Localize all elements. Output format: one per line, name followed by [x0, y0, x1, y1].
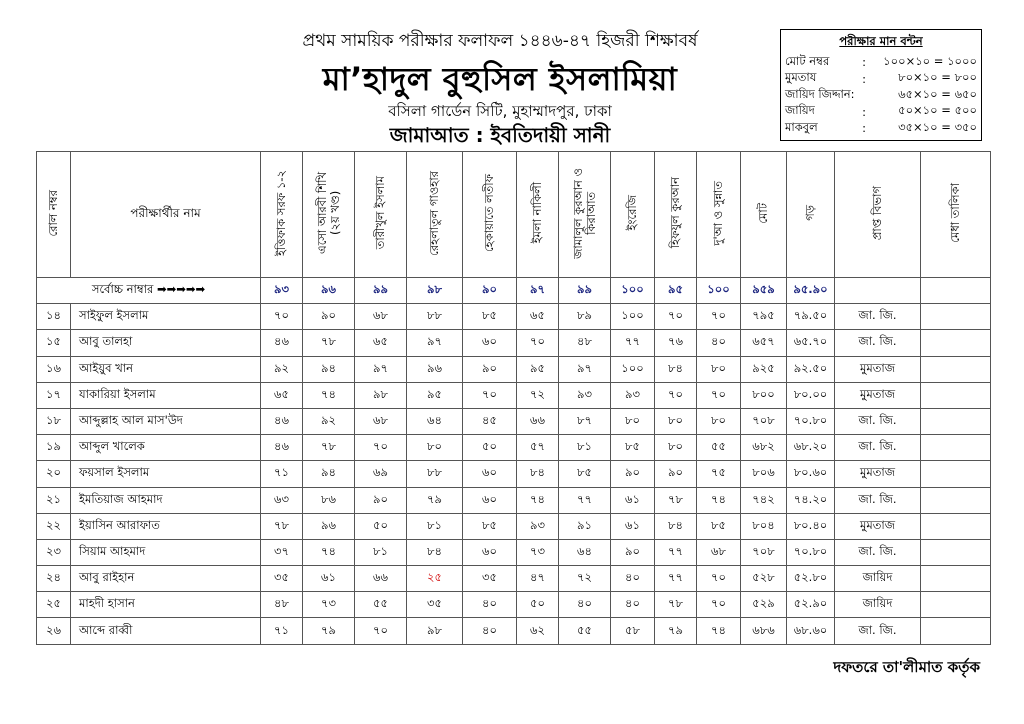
mark-cell: ৯৮	[355, 382, 407, 408]
mark-cell: ৬৮	[697, 539, 741, 565]
grade-formula: ৮০×১০ = ৮০০	[898, 70, 977, 85]
mark-cell: ৬৪	[407, 408, 463, 434]
column-header	[355, 152, 407, 278]
roll-cell: ১৪	[37, 304, 71, 330]
merit-cell	[921, 461, 991, 487]
division-cell: জা. জি.	[835, 539, 921, 565]
column-header	[611, 152, 655, 278]
grade-row	[781, 54, 981, 71]
highest-mark-cell: ৯৮	[407, 278, 463, 304]
mark-cell: ৪৮	[559, 330, 611, 356]
total-cell: ৫২৮	[741, 566, 787, 592]
highest-mark-cell	[835, 278, 921, 304]
average-cell: ৬৮.২০	[787, 435, 835, 461]
mark-cell: ৫৮	[611, 618, 655, 644]
mark-cell: ৬৪	[559, 539, 611, 565]
average-cell: ৫২.৯০	[787, 592, 835, 618]
division-cell: জা. জি.	[835, 304, 921, 330]
mark-cell: ৭৯	[303, 618, 355, 644]
mark-cell: ৭৭	[611, 330, 655, 356]
grade-row	[781, 120, 981, 137]
column-header-label: রোল নম্বর	[46, 189, 60, 237]
mark-cell: ৮০	[611, 408, 655, 434]
roll-cell: ২৬	[37, 618, 71, 644]
roll-cell: ২৫	[37, 592, 71, 618]
mark-cell: ৭০	[655, 382, 697, 408]
mark-cell: ৮৫	[611, 435, 655, 461]
mark-cell: ৯৫	[517, 356, 559, 382]
mark-cell: ৯০	[611, 461, 655, 487]
mark-cell: ৫৫	[355, 592, 407, 618]
merit-cell	[921, 487, 991, 513]
mark-cell: ৪০	[611, 592, 655, 618]
grade-formula: ৬৫×১০ = ৬৫০	[898, 86, 977, 101]
table-row	[37, 513, 991, 539]
mark-cell: ৯৩	[559, 382, 611, 408]
mark-cell: ৭২	[517, 382, 559, 408]
mark-cell: ৯০	[611, 539, 655, 565]
mark-cell: ৭০	[697, 304, 741, 330]
mark-cell: ৮৬	[303, 487, 355, 513]
mark-cell: ৮৪	[655, 356, 697, 382]
mark-cell: ৭৯	[655, 618, 697, 644]
student-name-cell: ইমতিয়াজ আহমাদ	[71, 487, 261, 513]
roll-cell: ১৯	[37, 435, 71, 461]
mark-cell: ৮০	[655, 435, 697, 461]
student-name-cell: যাকারিয়া ইসলাম	[71, 382, 261, 408]
mark-cell: ৪৬	[261, 408, 303, 434]
column-header-label: ইংরেজি	[625, 195, 639, 231]
total-cell: ৭৯৫	[741, 304, 787, 330]
division-cell: জা. জি.	[835, 487, 921, 513]
average-cell: ৬৮.৬০	[787, 618, 835, 644]
column-header-label: প্রাপ্ত বিভাগ	[870, 185, 884, 241]
mark-cell: ৭৭	[559, 487, 611, 513]
roll-cell: ১৬	[37, 356, 71, 382]
average-cell: ৮০.০০	[787, 382, 835, 408]
merit-cell	[921, 356, 991, 382]
total-cell: ৭০৮	[741, 539, 787, 565]
mark-cell: ৭৪	[517, 487, 559, 513]
mark-cell: ৮৫	[463, 304, 517, 330]
highest-mark-cell: ১০০	[611, 278, 655, 304]
mark-cell: ৭৫	[697, 461, 741, 487]
mark-cell: ৪০	[463, 618, 517, 644]
mark-cell: ৬১	[611, 487, 655, 513]
mark-cell: ৮৯	[559, 304, 611, 330]
table-row	[37, 408, 991, 434]
grade-box-title: পরীক্ষার মান বন্টন	[839, 34, 923, 48]
column-header-label: মেধা তালিকা	[948, 183, 962, 243]
division-cell: জা. জি.	[835, 618, 921, 644]
merit-cell	[921, 513, 991, 539]
mark-cell: ৭০	[463, 382, 517, 408]
table-row	[37, 382, 991, 408]
column-header	[407, 152, 463, 278]
highest-marks-label: সর্বোচ্চ নাম্বার ➡➡➡➡➡	[37, 278, 261, 304]
institution-address: বসিলা গার্ডেন সিটি, মুহাম্মাদপুর, ঢাকা	[388, 102, 612, 120]
student-name-cell: ইয়াসিন আরাফাত	[71, 513, 261, 539]
mark-cell: ৯২	[261, 356, 303, 382]
highest-mark-cell: ৯৫.৯০	[787, 278, 835, 304]
merit-cell	[921, 566, 991, 592]
mark-cell: ৬০	[463, 539, 517, 565]
highest-mark-cell: ১০০	[697, 278, 741, 304]
division-cell: জা. জি.	[835, 435, 921, 461]
division-cell: জায়িদ	[835, 592, 921, 618]
mark-cell: ৯০	[303, 304, 355, 330]
institution-name: মা’হাদুল বুহুসিল ইসলামিয়া	[322, 60, 678, 98]
mark-cell: ৮৪	[655, 513, 697, 539]
mark-cell: ৮৮	[407, 304, 463, 330]
highest-mark-cell	[921, 278, 991, 304]
mark-cell: ৮৮	[407, 461, 463, 487]
merit-cell	[921, 304, 991, 330]
roll-cell: ১৭	[37, 382, 71, 408]
mark-cell: ৮৪	[517, 461, 559, 487]
mark-cell: ৮১	[407, 513, 463, 539]
mark-cell: ৯৩	[611, 382, 655, 408]
table-row	[37, 304, 991, 330]
total-cell: ৯২৫	[741, 356, 787, 382]
mark-cell: ৭০	[355, 618, 407, 644]
student-name-cell: আব্দে রাব্বী	[71, 618, 261, 644]
grade-colon: :	[862, 121, 866, 136]
mark-cell: ৭০	[697, 592, 741, 618]
mark-cell: ৩৫	[407, 592, 463, 618]
mark-cell: ৯৩	[517, 513, 559, 539]
merit-cell	[921, 330, 991, 356]
mark-cell: ৫০	[517, 592, 559, 618]
result-table	[36, 151, 991, 645]
mark-cell: ৪৮	[261, 592, 303, 618]
division-cell: মুমতাজ	[835, 356, 921, 382]
mark-cell: ৯৫	[407, 382, 463, 408]
column-header-label: গড়	[803, 205, 817, 221]
mark-cell: ৯০	[355, 487, 407, 513]
roll-cell: ২৩	[37, 539, 71, 565]
total-cell: ৮০০	[741, 382, 787, 408]
column-header	[37, 152, 71, 278]
average-cell: ৫২.৮০	[787, 566, 835, 592]
grade-formula: ১০০×১০ = ১০০০	[883, 53, 977, 68]
mark-cell: ৪৬	[261, 435, 303, 461]
merit-cell	[921, 408, 991, 434]
mark-cell: ৬৬	[355, 566, 407, 592]
column-header-label: তারীখুল ইসলাম	[373, 176, 387, 250]
mark-cell: ৭০	[655, 304, 697, 330]
student-name-cell: আব্দুল খালেক	[71, 435, 261, 461]
mark-cell: ৭৬	[655, 330, 697, 356]
column-header	[835, 152, 921, 278]
student-name-cell: আইয়ুব খান	[71, 356, 261, 382]
grade-formula: ৩৫×১০ = ৩৫০	[898, 119, 977, 134]
mark-cell: ৮০	[697, 356, 741, 382]
mark-cell: ৪৫	[463, 408, 517, 434]
column-header	[261, 152, 303, 278]
mark-cell: ৭১	[261, 461, 303, 487]
mark-cell: ৬০	[463, 461, 517, 487]
mark-cell: ৮৫	[559, 461, 611, 487]
mark-cell: ৭৮	[655, 487, 697, 513]
total-cell: ৭৪২	[741, 487, 787, 513]
mark-cell: ৩৫	[261, 566, 303, 592]
highest-mark-cell: ৯৬	[303, 278, 355, 304]
grade-row	[781, 71, 981, 88]
mark-cell: ৭০	[261, 304, 303, 330]
table-row	[37, 461, 991, 487]
mark-cell: ১০০	[611, 356, 655, 382]
column-header-label: হেকায়াতে লতীফ	[482, 174, 496, 252]
average-cell: ৮০.৪০	[787, 513, 835, 539]
merit-cell	[921, 382, 991, 408]
mark-cell: ৮০	[407, 435, 463, 461]
highest-mark-cell: ৯৫৯	[741, 278, 787, 304]
mark-cell: ৪০	[559, 592, 611, 618]
grade-name: মোট নম্বর	[785, 53, 830, 68]
total-cell: ৬৮২	[741, 435, 787, 461]
mark-cell: ৭৪	[303, 382, 355, 408]
grade-name: জায়িদ	[785, 103, 815, 118]
merit-cell	[921, 618, 991, 644]
table-row	[37, 356, 991, 382]
mark-cell: ৫৭	[517, 435, 559, 461]
grade-row	[781, 104, 981, 121]
mark-cell: ৭৮	[303, 435, 355, 461]
column-header	[303, 152, 355, 278]
mark-cell: ৬৫	[261, 382, 303, 408]
column-header	[559, 152, 611, 278]
student-name-cell: আব্দুল্লাহ আল মাস'উদ	[71, 408, 261, 434]
table-row	[37, 487, 991, 513]
grade-name: জায়িদ জিদ্দান:	[785, 86, 855, 101]
mark-cell: ৭৮	[303, 330, 355, 356]
column-header	[517, 152, 559, 278]
mark-cell: ৯০	[463, 356, 517, 382]
mark-cell: ৯৬	[407, 356, 463, 382]
table-row	[37, 435, 991, 461]
average-cell: ৮০.৬০	[787, 461, 835, 487]
mark-cell: ৬৩	[261, 487, 303, 513]
merit-cell	[921, 592, 991, 618]
mark-cell: ৬১	[611, 513, 655, 539]
mark-cell: ৯১	[559, 513, 611, 539]
column-header	[655, 152, 697, 278]
table-row	[37, 592, 991, 618]
highest-mark-cell: ৯০	[463, 278, 517, 304]
average-cell: ৭৯.৫০	[787, 304, 835, 330]
mark-cell: ৫০	[463, 435, 517, 461]
mark-cell: ৭৩	[517, 539, 559, 565]
mark-cell: ৭০	[697, 382, 741, 408]
mark-cell: ৬৬	[517, 408, 559, 434]
mark-cell: ৩৫	[463, 566, 517, 592]
column-header-label: মোট	[756, 202, 770, 224]
student-name-cell: সিয়াম আহমাদ	[71, 539, 261, 565]
average-cell: ৭৪.২০	[787, 487, 835, 513]
student-name-cell: আবু তালহা	[71, 330, 261, 356]
column-header	[697, 152, 741, 278]
total-cell: ৫২৯	[741, 592, 787, 618]
mark-cell: ৬৯	[355, 461, 407, 487]
merit-cell	[921, 539, 991, 565]
average-cell: ৬৫.৭০	[787, 330, 835, 356]
total-cell: ৭০৮	[741, 408, 787, 434]
average-cell: ৭০.৮০	[787, 539, 835, 565]
mark-cell: ৬৮	[355, 304, 407, 330]
column-header	[741, 152, 787, 278]
roll-cell: ২০	[37, 461, 71, 487]
highest-marks-row	[37, 278, 991, 304]
roll-cell: ২১	[37, 487, 71, 513]
mark-cell: ৭৭	[655, 539, 697, 565]
mark-cell: ৪৭	[517, 566, 559, 592]
mark-cell: ৭১	[261, 618, 303, 644]
column-header: পরীক্ষার্থীর নাম	[71, 152, 261, 278]
table-header-row	[37, 152, 991, 278]
grade-formula: ৫০×১০ = ৫০০	[898, 103, 977, 118]
column-header	[787, 152, 835, 278]
column-header-label: এসো আরবী শিখি (২য় খণ্ড)	[314, 172, 342, 254]
mark-cell: ৭২	[559, 566, 611, 592]
division-cell: জা. জি.	[835, 408, 921, 434]
total-cell: ৬৫৭	[741, 330, 787, 356]
grade-distribution-box	[780, 29, 982, 141]
mark-cell: ৬৫	[355, 330, 407, 356]
mark-cell: ৮৫	[697, 513, 741, 539]
student-name-cell: মাহদী হাসান	[71, 592, 261, 618]
division-cell: জা. জি.	[835, 330, 921, 356]
student-name-cell: সাইফুল ইসলাম	[71, 304, 261, 330]
mark-cell: ৮৫	[463, 513, 517, 539]
mark-cell: ৬১	[303, 566, 355, 592]
column-header-label: ইত্তিফাক সরফ ১-২	[274, 169, 288, 256]
mark-cell: ৬৮	[355, 408, 407, 434]
division-cell: মুমতাজ	[835, 461, 921, 487]
grade-row	[781, 87, 981, 104]
mark-cell: ১০০	[611, 304, 655, 330]
average-cell: ৯২.৫০	[787, 356, 835, 382]
average-cell: ৭০.৮০	[787, 408, 835, 434]
class-name: জামাআত : ইবতিদায়ী সানী	[389, 123, 611, 147]
mark-cell: ৯৪	[303, 461, 355, 487]
mark-cell: ৭৭	[655, 566, 697, 592]
student-name-cell: আবু রাইহান	[71, 566, 261, 592]
mark-cell: ৯০	[655, 461, 697, 487]
mark-cell: ৯৬	[303, 513, 355, 539]
mark-cell: ৫৫	[697, 435, 741, 461]
exam-title-line: প্রথম সাময়িক পরীক্ষার ফলাফল ১৪৪৬-৪৭ হিজরী শিক্ষাবর্ষ	[302, 31, 698, 51]
mark-cell: ৪০	[697, 330, 741, 356]
column-header	[463, 152, 517, 278]
grade-colon: :	[862, 55, 866, 70]
mark-cell: ৭৮	[655, 592, 697, 618]
mark-cell: ৭৪	[303, 539, 355, 565]
mark-cell: ৪০	[463, 592, 517, 618]
mark-cell: ৮৭	[559, 408, 611, 434]
column-header-label: হিফযুল কুরআন	[668, 177, 682, 249]
roll-cell: ১৫	[37, 330, 71, 356]
mark-cell: ৪০	[611, 566, 655, 592]
mark-cell: ৯৭	[559, 356, 611, 382]
mark-cell: ৬৫	[517, 304, 559, 330]
mark-cell: ৭৩	[303, 592, 355, 618]
mark-cell: ৫৫	[559, 618, 611, 644]
column-header-label: দু'আ ও সুন্নাত	[711, 180, 725, 246]
mark-cell: ৯৪	[303, 356, 355, 382]
mark-cell: ৬০	[463, 330, 517, 356]
mark-cell: ৯২	[303, 408, 355, 434]
mark-cell: ৯৭	[407, 330, 463, 356]
mark-cell: ৮৪	[407, 539, 463, 565]
mark-cell: ৬২	[517, 618, 559, 644]
mark-cell: ৭০	[517, 330, 559, 356]
division-cell: জায়িদ	[835, 566, 921, 592]
total-cell: ৮০৪	[741, 513, 787, 539]
highest-mark-cell: ৯৫	[655, 278, 697, 304]
highest-mark-cell: ৯৯	[355, 278, 407, 304]
mark-cell: ২৫	[407, 566, 463, 592]
mark-cell: ৭৯	[407, 487, 463, 513]
grade-colon: :	[862, 71, 866, 86]
total-cell: ৬৮৬	[741, 618, 787, 644]
table-row	[37, 539, 991, 565]
roll-cell: ২৪	[37, 566, 71, 592]
table-row	[37, 566, 991, 592]
signature-line: দফতরে তা'লীমাত কর্তৃক	[833, 658, 980, 676]
student-name-cell: ফয়সাল ইসলাম	[71, 461, 261, 487]
mark-cell: ৭৪	[697, 487, 741, 513]
mark-cell: ৭০	[697, 566, 741, 592]
mark-cell: ৮১	[355, 539, 407, 565]
mark-cell: ৭৮	[261, 513, 303, 539]
mark-cell: ৩৭	[261, 539, 303, 565]
column-header	[921, 152, 991, 278]
division-cell: মুমতাজ	[835, 382, 921, 408]
grade-colon: :	[862, 104, 866, 119]
roll-cell: ১৮	[37, 408, 71, 434]
mark-cell: ৭৪	[697, 618, 741, 644]
total-cell: ৮০৬	[741, 461, 787, 487]
mark-cell: ৯৮	[407, 618, 463, 644]
mark-cell: ৯৭	[355, 356, 407, 382]
highest-mark-cell: ৯৯	[559, 278, 611, 304]
roll-cell: ২২	[37, 513, 71, 539]
column-header-label: রেহলাতুল গাওহার	[427, 170, 441, 256]
mark-cell: ৭০	[355, 435, 407, 461]
column-header-label: ইমলা নাকিলী	[530, 182, 544, 244]
mark-cell: ৫০	[355, 513, 407, 539]
grade-name: মুমতায	[785, 70, 817, 85]
mark-cell: ৪৬	[261, 330, 303, 356]
table-row	[37, 618, 991, 644]
highest-mark-cell: ৯৭	[517, 278, 559, 304]
mark-cell: ৮০	[655, 408, 697, 434]
highest-mark-cell: ৯৩	[261, 278, 303, 304]
mark-cell: ৮০	[697, 408, 741, 434]
mark-cell: ৬০	[463, 487, 517, 513]
table-row	[37, 330, 991, 356]
mark-cell: ৮১	[559, 435, 611, 461]
grade-name: মাকবুল	[785, 119, 818, 134]
merit-cell	[921, 435, 991, 461]
column-header-label: জামালুল কুরআন ও কিরাআত	[570, 167, 598, 259]
division-cell: মুমতাজ	[835, 513, 921, 539]
